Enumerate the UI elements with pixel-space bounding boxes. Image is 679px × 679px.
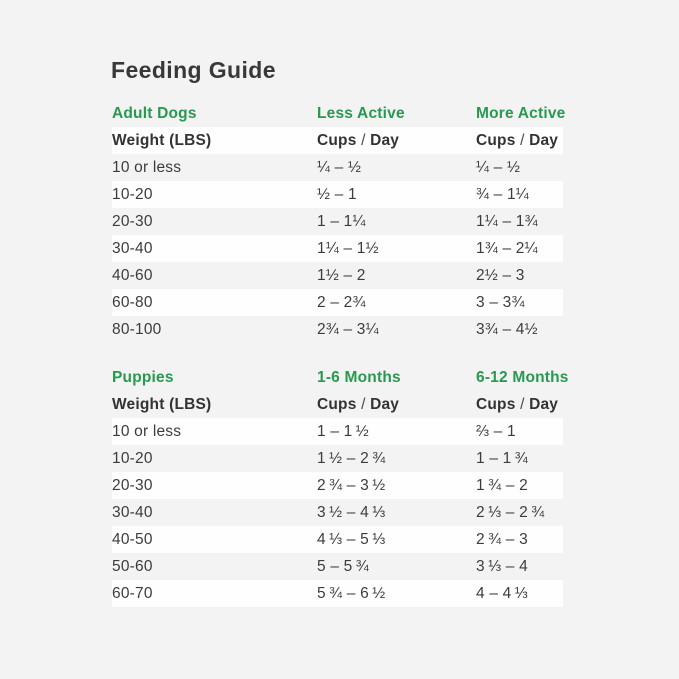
puppies-row-4 (112, 526, 563, 553)
weight-cell: 10 or less (112, 158, 182, 176)
slash-separator: / (356, 131, 371, 149)
range-cell: 2 ¾ – 3 ½ (317, 476, 386, 494)
slash-separator: / (515, 395, 530, 413)
range-cell: 4 – 4 ⅓ (476, 584, 528, 602)
weight-cell: 80-100 (112, 320, 162, 338)
adult-dogs-column-header-2: Cups / Day (476, 131, 559, 149)
range-cell: 1 – 1¼ (317, 212, 366, 230)
adult-dogs-row-1 (112, 181, 563, 208)
puppies-row-0 (112, 418, 563, 445)
range-cell: 1 – 1 ½ (317, 422, 369, 440)
puppies-section-header-0: Puppies (112, 368, 174, 386)
puppies-row-6 (112, 580, 563, 607)
weight-cell: 10-20 (112, 185, 153, 203)
range-cell: 2¾ – 3¼ (317, 320, 379, 338)
range-cell: ¼ – ½ (476, 158, 521, 176)
adult-dogs-row-4 (112, 262, 563, 289)
adult-dogs-row-0 (112, 154, 563, 181)
slash-separator: / (515, 131, 530, 149)
range-cell: 2 – 2¾ (317, 293, 366, 311)
weight-cell: 60-70 (112, 584, 153, 602)
range-cell: 2½ – 3 (476, 266, 525, 284)
weight-cell: 60-80 (112, 293, 153, 311)
range-cell: 2 ⅓ – 2 ¾ (476, 503, 545, 521)
weight-cell: 40-50 (112, 530, 153, 548)
range-cell: 3 ⅓ – 4 (476, 557, 528, 575)
range-cell: 3 – 3¾ (476, 293, 525, 311)
adult-dogs-column-header-0: Weight (LBS) (112, 131, 212, 149)
adult-dogs-section-header-0: Adult Dogs (112, 104, 197, 122)
weight-cell: 40-60 (112, 266, 153, 284)
range-cell: 5 – 5 ¾ (317, 557, 369, 575)
puppies-table (100, 364, 569, 607)
range-cell: ⅔ – 1 (476, 422, 516, 440)
range-cell: 3 ½ – 4 ⅓ (317, 503, 386, 521)
adult-dogs-table (100, 100, 566, 343)
range-cell: 1¼ – 1½ (317, 239, 379, 257)
puppies-section-header-2: 6-12 Months (476, 368, 569, 386)
range-cell: 3¾ – 4½ (476, 320, 538, 338)
adult-dogs-section-header-1: Less Active (317, 104, 405, 122)
adult-dogs-section-header-2: More Active (476, 104, 566, 122)
page-title: Feeding Guide (111, 57, 276, 83)
range-cell: 1 – 1 ¾ (476, 449, 528, 467)
weight-cell: 50-60 (112, 557, 153, 575)
puppies-column-header-0: Weight (LBS) (112, 395, 212, 413)
weight-cell: 30-40 (112, 503, 153, 521)
puppies-section-header-1: 1-6 Months (317, 368, 401, 386)
adult-dogs-column-header-row (112, 127, 563, 154)
puppies-column-header-2: Cups / Day (476, 395, 559, 413)
adult-dogs-row-6 (112, 316, 563, 343)
adult-dogs-column-header-1: Cups / Day (317, 131, 400, 149)
range-cell: 4 ⅓ – 5 ⅓ (317, 530, 386, 548)
weight-cell: 10-20 (112, 449, 153, 467)
range-cell: ½ – 1 (317, 185, 357, 203)
weight-cell: 10 or less (112, 422, 182, 440)
puppies-column-header-row (112, 391, 563, 418)
puppies-row-3 (112, 499, 563, 526)
weight-cell: 20-30 (112, 476, 153, 494)
range-cell: 1 ¾ – 2 (476, 476, 528, 494)
range-cell: 1¼ – 1¾ (476, 212, 538, 230)
range-cell: 2 ¾ – 3 (476, 530, 528, 548)
slash-separator: / (356, 395, 371, 413)
range-cell: 1½ – 2 (317, 266, 366, 284)
weight-cell: 30-40 (112, 239, 153, 257)
range-cell: 1 ½ – 2 ¾ (317, 449, 386, 467)
puppies-row-2 (112, 472, 563, 499)
adult-dogs-row-2 (112, 208, 563, 235)
puppies-column-header-1: Cups / Day (317, 395, 400, 413)
adult-dogs-row-5 (112, 289, 563, 316)
range-cell: ¼ – ½ (317, 158, 362, 176)
puppies-section-header-row (112, 364, 569, 391)
range-cell: ¾ – 1¼ (476, 185, 529, 203)
range-cell: 5 ¾ – 6 ½ (317, 584, 386, 602)
puppies-row-1 (112, 445, 563, 472)
puppies-row-5 (112, 553, 563, 580)
weight-cell: 20-30 (112, 212, 153, 230)
adult-dogs-section-header-row (112, 100, 566, 127)
adult-dogs-row-3 (112, 235, 563, 262)
range-cell: 1¾ – 2¼ (476, 239, 538, 257)
